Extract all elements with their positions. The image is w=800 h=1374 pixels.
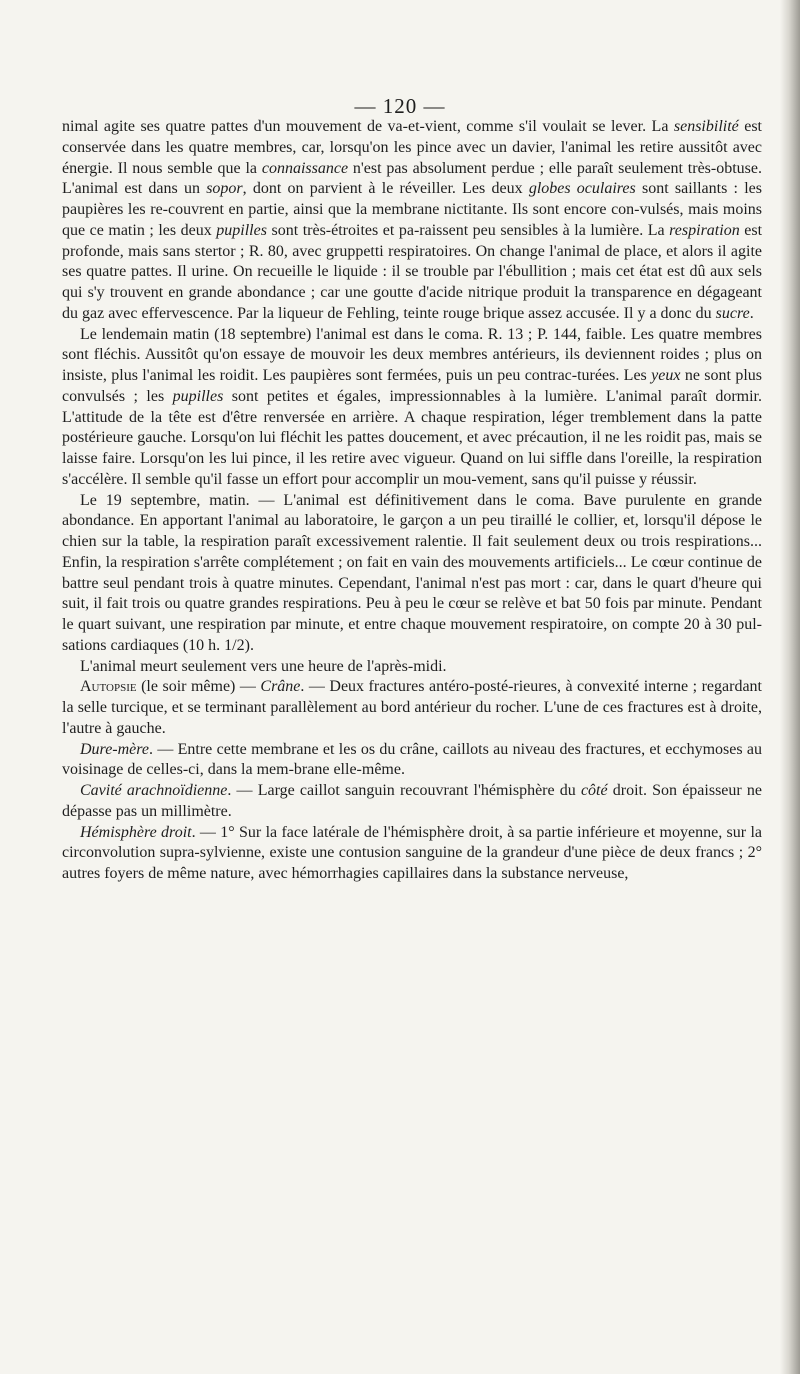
text-run: . — Large caillot sanguin recouvrant l'hémisphère du <box>227 782 581 799</box>
text-run: . <box>749 304 754 322</box>
text-run: L'animal meurt seulement vers une heure de l'après-midi. <box>80 657 447 675</box>
paragraph <box>62 657 762 678</box>
italic-term: Cavité arachnoïdienne <box>80 782 228 799</box>
text-run: , dont on parvient à le réveiller. Les deux <box>242 180 529 198</box>
text-run: sont très-étroites et pa-raissent peu sensibles à la lumière. La <box>266 221 670 239</box>
text-run: droit. Son épaisseur ne dépasse pas un millimètre. <box>62 782 763 820</box>
body-text <box>62 117 762 885</box>
text-run: . — Entre cette membrane et les os du crâne, caillots au niveau des fractures, et ecchymoses au voisinage de celles-ci, dans la mem-brane elle-même. <box>62 740 762 779</box>
paragraph <box>62 740 762 782</box>
text-run: sont petites et égales, impressionnables à la lumière. L'animal paraît dormir. L'attitude de la tête est d'être renversée en arrière. A chaque respiration, léger tremblement dans la patte postérieure gauche. Lorsqu'on lui fléchit les pattes doucement, et avec précaution, il ne les roidit pas, mais se laisse faire. Lorsqu'on les lui pince, il les retire avec vigueur. Quand on lui siffle dans l'oreille, la respiration s'accélère. Il semble qu'il fasse un effort pour accomplir un mou-vement, sans qu'il puisse y réussir. <box>62 387 762 488</box>
paragraph <box>62 325 762 491</box>
text-run: ne sont plus convulsés ; les <box>62 367 763 405</box>
italic-term: yeux <box>651 367 681 384</box>
text-run: Le lendemain matin (18 septembre) l'animal est dans le coma. R. 13 ; P. 144, faible. Les quatre membres sont fléchis. Aussitôt qu'on essaye de mouvoir les deux membres antérieurs, ils deviennent roides ; plus on insiste, plus l'animal les roidit. Les paupières sont fermées, puis un peu contrac-turées. Les <box>62 325 762 384</box>
page-number-header: — 120 — <box>354 94 446 118</box>
italic-term: côté <box>580 782 608 799</box>
small-caps-heading: Autopsie <box>80 678 137 696</box>
italic-term: sopor <box>206 180 243 198</box>
italic-term: Hémisphère droit <box>80 823 192 841</box>
text-run: . — Deux fractures antéro-posté-rieures, à convexité interne ; regardant la selle turcique, et se terminant parallèlement au bord antérieur du rocher. L'une de ces fractures est à droite, l'autre à gauche. <box>62 678 763 737</box>
italic-term: respiration <box>669 221 740 239</box>
paragraph <box>62 491 762 657</box>
paragraph <box>62 823 762 885</box>
paragraph <box>62 781 762 823</box>
text-run: (le soir même) — <box>136 678 261 696</box>
text-run: est profonde, mais sans stertor ; R. 80, avec gruppetti respiratoires. On change l'animal de place, et alors il agite ses quatre pattes. Il urine. On recueille le liquide : il se trouble par l'ébullition ; mais cet état est dû aux sels qui s'y trouvent en grande abondance ; car une goutte d'acide nitrique produit la transparence en dégageant du gaz avec effervescence. Par la liqueur de Fehling, teinte rouge brique assez accusée. Il y a donc du <box>62 221 763 322</box>
text-run: Le 19 septembre, matin. — L'animal est définitivement dans le coma. Bave purulente en grande abondance. En apportant l'animal au laboratoire, le garçon a un peu tiraillé le collier, et, lorsqu'il dépose le chien sur la table, la respiration paraît excessivement ralentie. Il fait seulement deux ou trois respirations... Enfin, la respiration s'arrête complétement ; on fait en vain des mouvements artificiels... Le cœur continue de battre seul pendant trois à quatre minutes. Cependant, l'animal n'est pas mort : car, dans le quart d'heure qui suit, il fait trois ou quatre grandes respirations. Peu à peu le cœur se relève et bat 50 fois par minute. Pendant le quart suivant, une respiration par minute, et entre chaque mouvement respiratoire, on compte 20 à 30 pul-sations cardiaques (10 h. 1/2). <box>62 491 762 654</box>
italic-term: pupilles <box>216 221 267 239</box>
italic-term: Dure-mère <box>80 740 150 758</box>
italic-term: sucre <box>715 304 750 322</box>
italic-term: Crâne <box>260 678 301 696</box>
text-run: est conservée dans les quatre membres, car, lorsqu'on les pince avec un davier, l'animal les retire aussitôt avec énergie. Il nous semble que la <box>62 118 762 177</box>
paragraph <box>62 677 762 739</box>
text-run: . — 1° Sur la face latérale de l'hémisphère droit, à sa partie inférieure et moyenne, sur la circonvolution supra-sylvienne, existe une contusion sanguine de la grandeur d'une pièce de deux francs ; 2° autres foyers de même nature, avec hémorrhagies capillaires dans la substance nerveuse, <box>62 823 762 882</box>
italic-term: sensibilité <box>673 118 739 135</box>
text-run: nimal agite ses quatre pattes d'un mouvement de va-et-vient, comme s'il voulait se lever. La <box>62 118 674 135</box>
paragraph <box>62 117 762 325</box>
text-run: sont saillants : les paupières les re-couvrent en partie, ainsi que la membrane nictitante. Ils sont encore con-vulsés, mais moins que ce matin ; les deux <box>62 180 762 239</box>
italic-term: connaissance <box>261 159 349 177</box>
text-run: n'est pas absolument perdue ; elle paraît seulement très-obtuse. L'animal est dans un <box>62 159 763 198</box>
page-edge-shadow <box>780 0 800 1374</box>
italic-term: pupilles <box>172 387 224 405</box>
italic-term: globes oculaires <box>528 180 636 198</box>
